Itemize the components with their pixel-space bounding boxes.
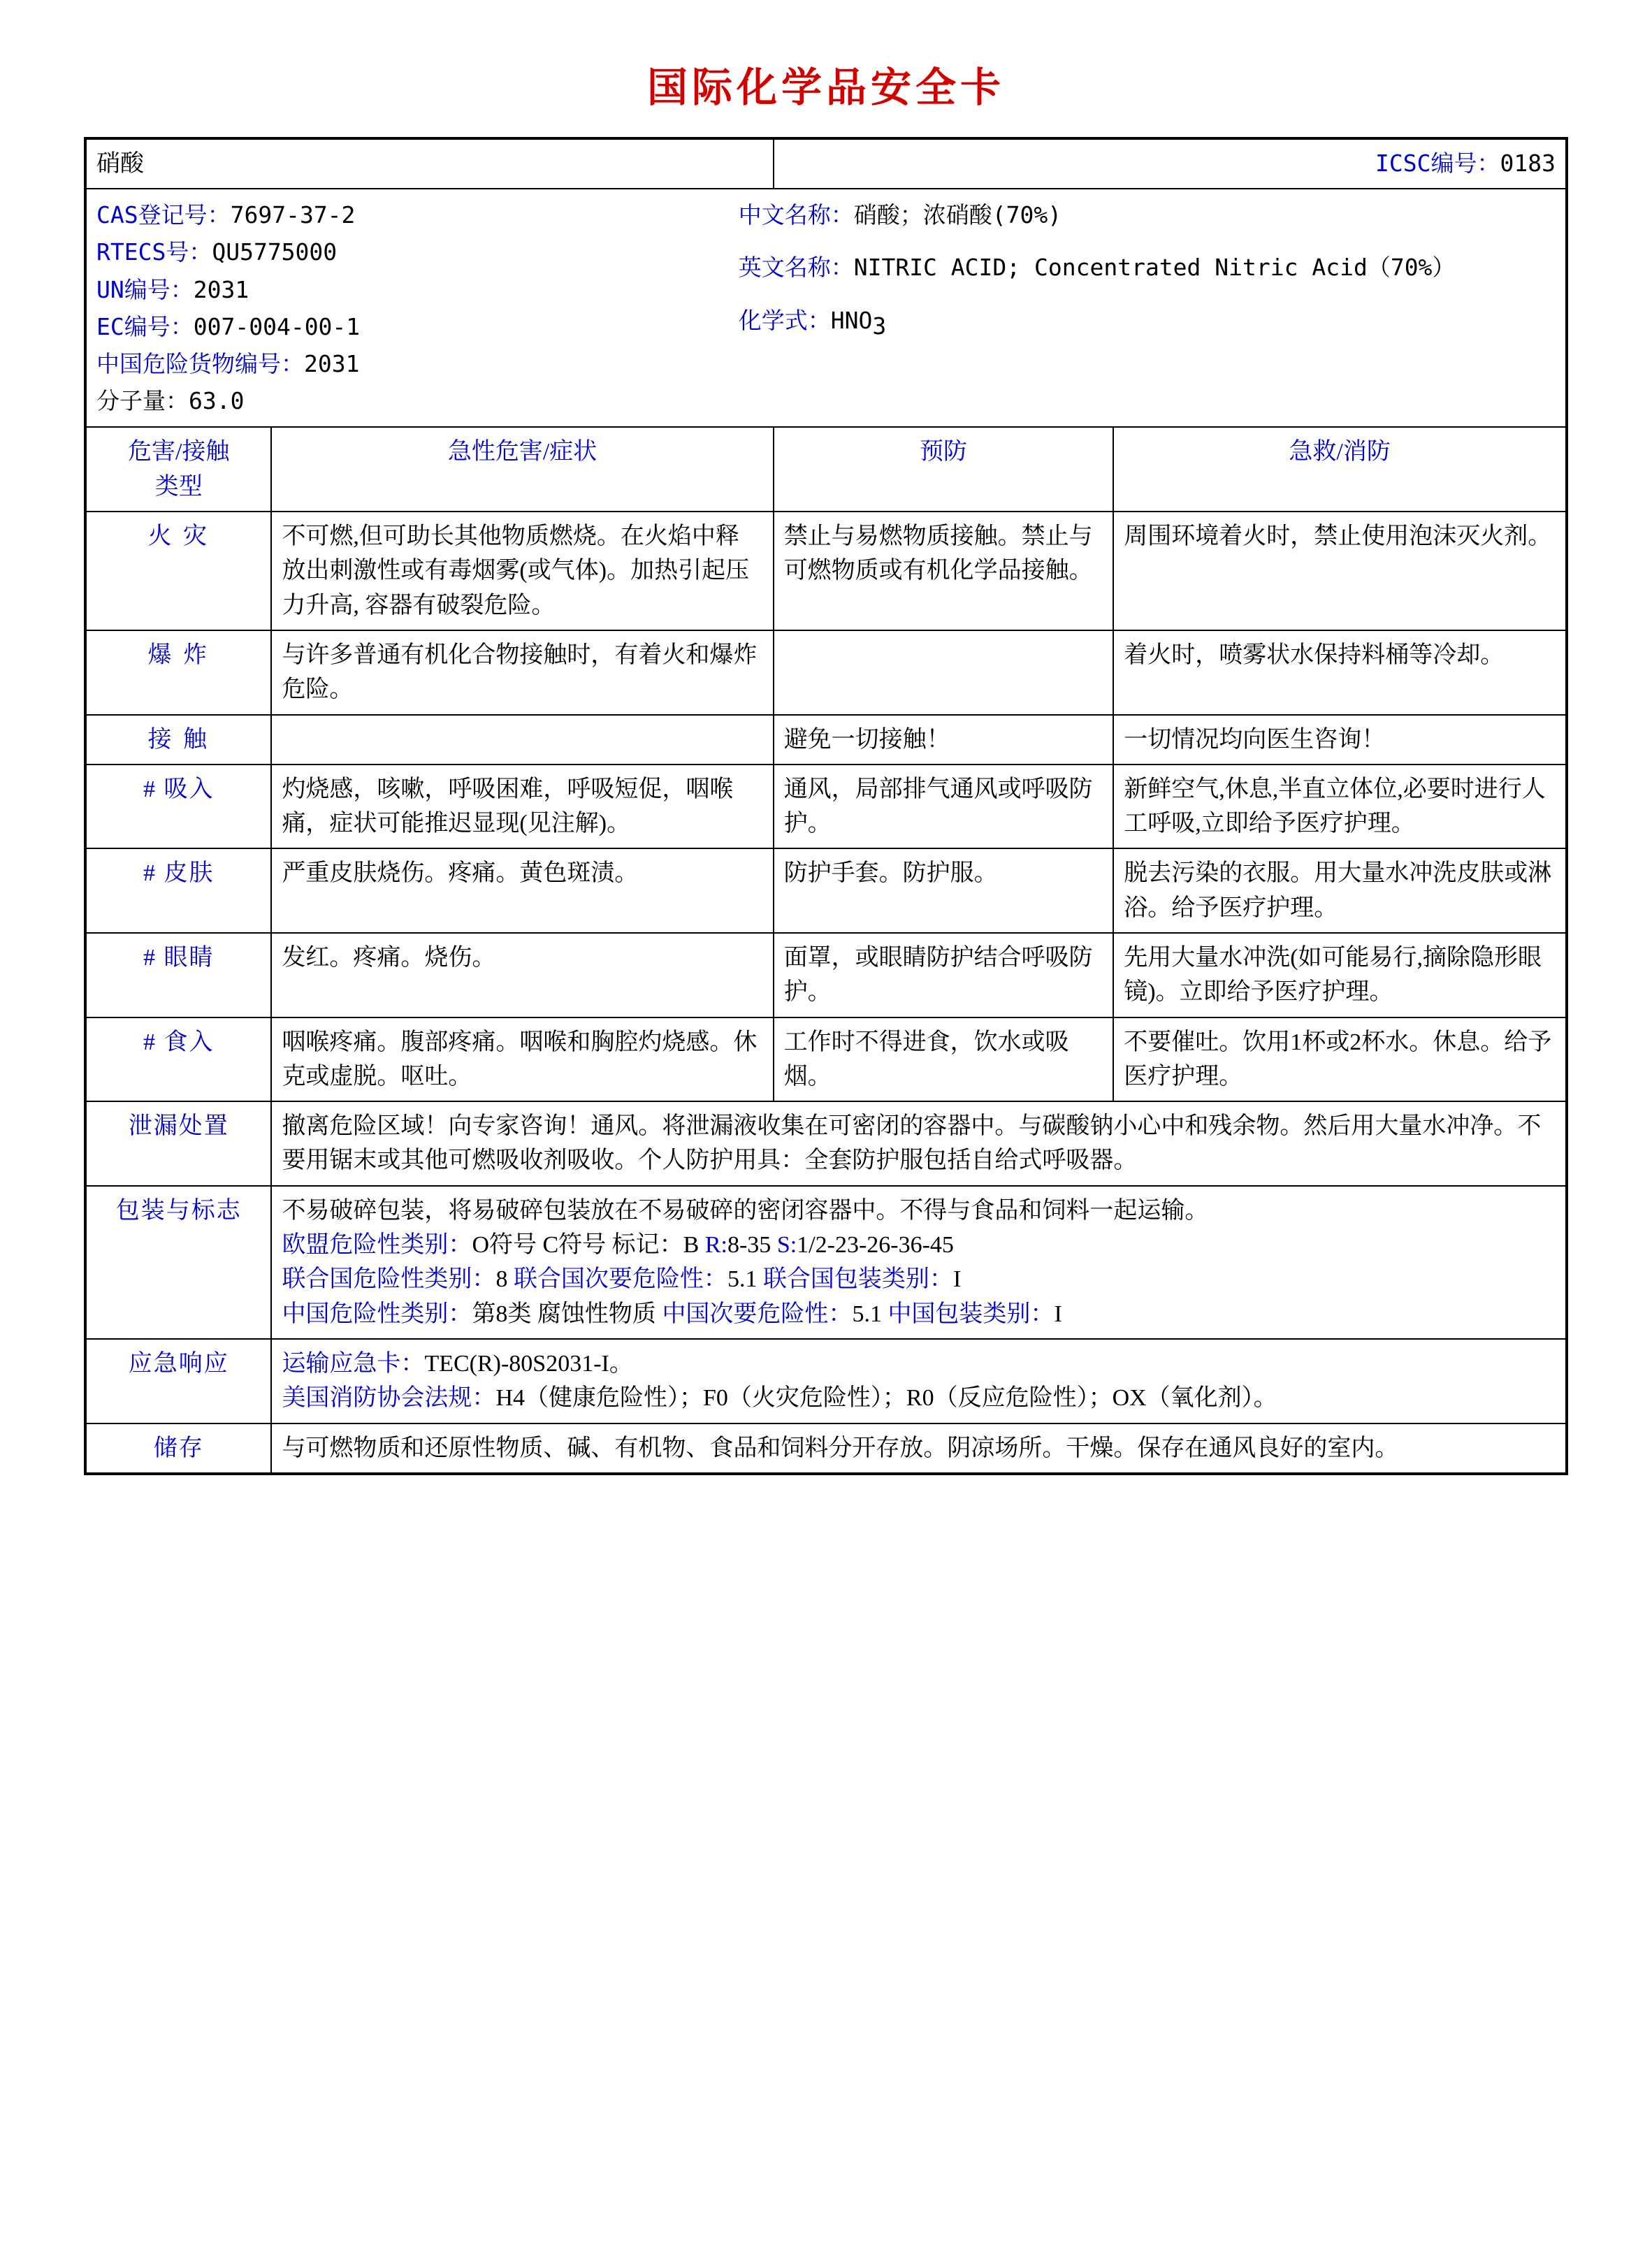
nfpa-line	[282, 1381, 1556, 1415]
cn-subsidiary-value: 5.1	[852, 1300, 888, 1327]
rtecs-label: RTECS号：	[96, 238, 212, 266]
chinese-name-label: 中文名称：	[738, 201, 854, 229]
row-firstaid-skin: 脱去污染的衣服。用大量水冲洗皮肤或淋浴。给予医疗护理。	[1113, 848, 1567, 933]
ec-line	[96, 308, 739, 345]
emergency-row	[85, 1339, 1567, 1423]
english-name-label: 英文名称：	[738, 254, 854, 282]
molecular-weight-value: 63.0	[189, 387, 245, 415]
table-row	[85, 933, 1567, 1017]
identification-right-column	[739, 196, 1556, 419]
page-bottom-space	[84, 1475, 1568, 1741]
row-firstaid-fire: 周围环境着火时，禁止使用泡沫灭火剂。	[1113, 512, 1567, 630]
row-prevention-exposure: 避免一切接触！	[774, 715, 1114, 765]
column-header-row	[85, 427, 1567, 512]
un-packing-group-label: 联合国包装类别：	[762, 1266, 953, 1293]
row-symptoms-eyes: 发红。疼痛。烧伤。	[271, 933, 773, 1017]
column-header-hazard-type	[85, 427, 271, 512]
ec-value: 007-004-00-1	[193, 312, 361, 340]
un-class-value: 8	[495, 1266, 514, 1293]
column-header-symptoms: 急性危害/症状	[271, 427, 773, 512]
formula-value: HNO	[830, 306, 873, 334]
row-prevention-fire: 禁止与易燃物质接触。禁止与可燃物质或有机化学品接触。	[774, 512, 1114, 630]
cn-class-label: 中国危险性类别：	[282, 1300, 472, 1327]
row-firstaid-eyes: 先用大量水冲洗(如可能易行,摘除隐形眼镜)。立即给予医疗护理。	[1113, 933, 1567, 1017]
card-header-row	[85, 138, 1567, 189]
storage-text: 与可燃物质和还原性物质、碱、有机物、食品和饲料分开存放。阴凉场所。干燥。保存在通风良好的室内。	[271, 1423, 1567, 1474]
spill-text: 撤离危险区域！向专家咨询！通风。将泄漏液收集在可密闭的容器中。与碳酸钠小心中和残余物。然后用大量水冲净。不要用锯末或其他可燃吸收剂吸收。个人防护用具：全套防护服包括自给式呼吸器。	[271, 1101, 1567, 1186]
row-label-emergency: 应急响应	[85, 1339, 271, 1423]
row-label-storage: 储存	[85, 1423, 271, 1474]
row-label-ingestion: # 食入	[85, 1017, 271, 1102]
row-prevention-ingestion: 工作时不得进食，饮水或吸烟。	[774, 1017, 1114, 1102]
transport-emergency-card-line	[282, 1347, 1556, 1381]
cn-dangerous-goods-value: 2031	[304, 350, 360, 378]
eu-class-label: 欧盟危险性类别：	[282, 1232, 472, 1259]
table-row	[85, 512, 1567, 630]
row-symptoms-ingestion: 咽喉疼痛。腹部疼痛。咽喉和胸腔灼烧感。休克或虚脱。呕吐。	[271, 1017, 773, 1102]
row-label-spill: 泄漏处置	[85, 1101, 271, 1186]
column-header-hazard-type-line2: 类型	[154, 473, 203, 500]
table-row	[85, 715, 1567, 765]
packaging-content	[271, 1186, 1567, 1339]
icsc-number-value: 0183	[1500, 150, 1556, 177]
row-firstaid-exposure: 一切情况均向医生咨询！	[1113, 715, 1567, 765]
cas-label: CAS登记号：	[96, 201, 231, 229]
un-label: UN编号：	[96, 275, 194, 303]
row-label-inhalation: # 吸入	[85, 765, 271, 849]
nfpa-value: H4（健康危险性）；F0（火灾危险性）；R0（反应危险性）；OX（氧化剂）。	[495, 1385, 1277, 1412]
un-class-label: 联合国危险性类别：	[282, 1266, 496, 1293]
column-header-prevention: 预防	[774, 427, 1114, 512]
cn-class-value: 第8类 腐蚀性物质	[472, 1300, 662, 1327]
row-prevention-explosion	[774, 630, 1114, 715]
un-line	[96, 271, 739, 308]
safety-card-table	[84, 137, 1568, 1475]
table-row	[85, 765, 1567, 849]
table-row	[85, 630, 1567, 715]
eu-s-label: S:	[776, 1232, 797, 1259]
storage-row	[85, 1423, 1567, 1474]
nfpa-label: 美国消防协会法规：	[282, 1385, 496, 1412]
table-row	[85, 848, 1567, 933]
row-prevention-eyes: 面罩，或眼睛防护结合呼吸防护。	[774, 933, 1114, 1017]
row-label-eyes: # 眼睛	[85, 933, 271, 1017]
cn-packing-group-value: I	[1054, 1300, 1062, 1327]
cn-dangerous-goods-line	[96, 345, 739, 382]
row-symptoms-exposure	[271, 715, 773, 765]
chinese-name-value: 硝酸；浓硝酸(70%)	[853, 201, 1062, 229]
rtecs-value: QU5775000	[212, 238, 338, 266]
packaging-row	[85, 1186, 1567, 1339]
cn-dangerous-goods-label: 中国危险货物编号：	[96, 350, 304, 378]
eu-r-value: 8-35	[727, 1232, 777, 1259]
rtecs-line	[96, 233, 739, 270]
molecular-weight-label: 分子量：	[96, 387, 189, 415]
transport-emergency-card-label: 运输应急卡：	[282, 1350, 425, 1377]
identification-left-column	[96, 196, 739, 419]
eu-class-value: O符号 C符号 标记：B	[472, 1232, 705, 1259]
identification-row	[85, 189, 1567, 427]
cas-line	[96, 196, 739, 233]
icsc-number	[774, 138, 1567, 189]
row-symptoms-inhalation: 灼烧感，咳嗽，呼吸困难，呼吸短促，咽喉痛，症状可能推迟显现(见注解)。	[271, 765, 773, 849]
packaging-eu-line	[282, 1228, 1556, 1262]
un-subsidiary-value: 5.1	[727, 1266, 763, 1293]
row-firstaid-explosion: 着火时，喷雾状水保持料桶等冷却。	[1113, 630, 1567, 715]
identification-block	[85, 189, 1567, 427]
icsc-number-label: ICSC编号：	[1375, 150, 1500, 177]
page-title: 国际化学品安全卡	[646, 64, 1005, 111]
chinese-name-line	[739, 196, 1556, 233]
molecular-weight-line	[96, 382, 739, 419]
eu-s-value: 1/2-23-26-36-45	[797, 1232, 954, 1259]
row-label-skin: # 皮肤	[85, 848, 271, 933]
row-prevention-inhalation: 通风，局部排气通风或呼吸防护。	[774, 765, 1114, 849]
un-value: 2031	[193, 275, 249, 303]
english-name-value: NITRIC ACID; Concentrated Nitric Acid（70%）	[853, 254, 1456, 282]
row-prevention-skin: 防护手套。防护服。	[774, 848, 1114, 933]
cas-value: 7697-37-2	[230, 201, 356, 229]
row-label-fire: 火 灾	[85, 512, 271, 630]
substance-name: 硝酸	[85, 138, 774, 189]
packaging-line1: 不易破碎包装，将易破碎包装放在不易破碎的密闭容器中。不得与食品和饲料一起运输。	[282, 1197, 1209, 1224]
row-firstaid-ingestion: 不要催吐。饮用1杯或2杯水。休息。给予医疗护理。	[1113, 1017, 1567, 1102]
formula-line	[739, 302, 1556, 344]
packaging-cn-line	[282, 1297, 1556, 1331]
row-label-packaging: 包装与标志	[85, 1186, 271, 1339]
emergency-content	[271, 1339, 1567, 1423]
row-label-explosion: 爆 炸	[85, 630, 271, 715]
row-symptoms-fire: 不可燃,但可助长其他物质燃烧。在火焰中释放出刺激性或有毒烟雾(或气体)。加热引起压力升高, 容器有破裂危险。	[271, 512, 773, 630]
un-packing-group-value: I	[952, 1266, 962, 1293]
row-label-exposure: 接 触	[85, 715, 271, 765]
column-header-firstaid: 急救/消防	[1113, 427, 1567, 512]
column-header-hazard-type-line1: 危害/接触	[127, 439, 230, 465]
formula-subscript: 3	[872, 312, 887, 340]
spill-row	[85, 1101, 1567, 1186]
english-name-line	[739, 249, 1556, 286]
eu-r-label: R:	[704, 1232, 727, 1259]
packaging-un-line	[282, 1262, 1556, 1296]
cn-packing-group-label: 中国包装类别：	[887, 1300, 1055, 1327]
cn-subsidiary-label: 中国次要危险性：	[662, 1300, 853, 1327]
table-row	[85, 1017, 1567, 1102]
row-symptoms-skin: 严重皮肤烧伤。疼痛。黄色斑渍。	[271, 848, 773, 933]
formula-label: 化学式：	[738, 306, 831, 334]
row-symptoms-explosion: 与许多普通有机化合物接触时，有着火和爆炸危险。	[271, 630, 773, 715]
un-subsidiary-label: 联合国次要危险性：	[513, 1266, 727, 1293]
row-firstaid-inhalation: 新鲜空气,休息,半直立体位,必要时进行人工呼吸,立即给予医疗护理。	[1113, 765, 1567, 849]
ec-label: EC编号：	[96, 312, 194, 340]
transport-emergency-card-value: TEC(R)-80S2031-I。	[424, 1350, 633, 1377]
